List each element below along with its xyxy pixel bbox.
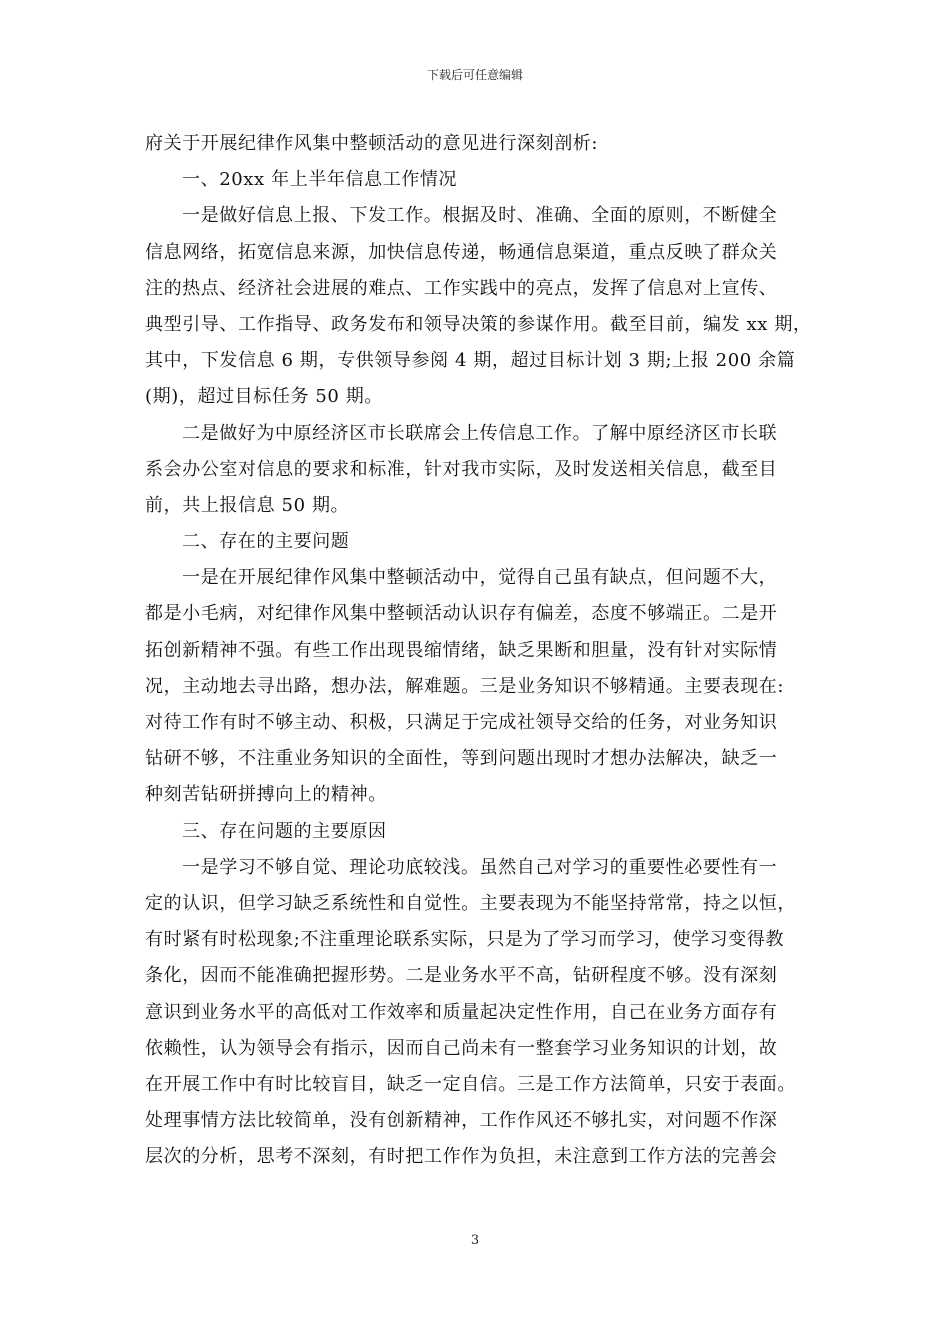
- text-line: 系会办公室对信息的要求和标准，针对我市实际，及时发送相关信息，截至目: [145, 458, 778, 480]
- text-line: 有时紧有时松现象;不注重理论联系实际，只是为了学习而学习，使学习变得教: [145, 929, 785, 951]
- text-line: 三、存在问题的主要原因: [182, 820, 387, 842]
- text-line: 其中，下发信息 6 期，专供领导参阅 4 期，超过目标计划 3 期;上报 200 余篇: [145, 350, 796, 372]
- text-line: 前，共上报信息 50 期。: [145, 494, 350, 516]
- text-line: 依赖性，认为领导会有指示，因而自己尚未有一整套学习业务知识的计划，故: [145, 1037, 778, 1059]
- text-line: 处理事情方法比较简单，没有创新精神，工作作风还不够扎实，对问题不作深: [145, 1110, 778, 1132]
- text-line: 信息网络，拓宽信息来源，加快信息传递，畅通信息渠道，重点反映了群众关: [145, 241, 778, 263]
- text-line: 钻研不够，不注重业务知识的全面性，等到问题出现时才想办法解决，缺乏一: [145, 748, 778, 770]
- text-line: 层次的分析，思考不深刻，有时把工作作为负担，未注意到工作方法的完善会: [145, 1146, 778, 1168]
- text-line: 况，主动地去寻出路，想办法，解难题。三是业务知识不够精通。主要表现在:: [145, 675, 785, 697]
- text-line: (期)，超过目标任务 50 期。: [145, 386, 383, 408]
- text-line: 二、存在的主要问题: [182, 531, 350, 553]
- text-line: 一是做好信息上报、下发工作。根据及时、准确、全面的原则，不断健全: [182, 205, 778, 227]
- text-line: 条化，因而不能准确把握形势。二是业务水平不高，钻研程度不够。没有深刻: [145, 965, 778, 987]
- text-line: 意识到业务水平的高低对工作效率和质量起决定性作用，自己在业务方面存有: [145, 1001, 778, 1023]
- text-line: 府关于开展纪律作风集中整顿活动的意见进行深刻剖析:: [145, 133, 599, 154]
- text-line: 一是在开展纪律作风集中整顿活动中，觉得自己虽有缺点，但问题不大，: [182, 567, 778, 589]
- document-body: [145, 126, 812, 1175]
- text-line: 种刻苦钻研拼搏向上的精神。: [145, 784, 387, 806]
- text-line: 注的热点、经济社会进展的难点、工作实践中的亮点，发挥了信息对上宣传、: [145, 277, 778, 299]
- text-line: 拓创新精神不强。有些工作出现畏缩情绪，缺乏果断和胆量，没有针对实际情: [145, 639, 778, 661]
- text-line: 一、20xx 年上半年信息工作情况: [182, 169, 458, 191]
- page-header: 下载后可任意编辑: [426, 68, 523, 82]
- page-number: 3: [470, 1233, 480, 1248]
- text-line: 在开展工作中有时比较盲目，缺乏一定自信。三是工作方法简单，只安于表面。: [145, 1073, 796, 1095]
- text-line: 对待工作有时不够主动、积极，只满足于完成社领导交给的任务，对业务知识: [145, 712, 778, 733]
- text-line: 二是做好为中原经济区市长联席会上传信息工作。了解中原经济区市长联: [182, 422, 778, 444]
- text-line: 都是小毛病，对纪律作风集中整顿活动认识存有偏差，态度不够端正。二是开: [145, 603, 778, 625]
- text-line: 定的认识，但学习缺乏系统性和自觉性。主要表现为不能坚持常常，持之以恒，: [145, 892, 796, 914]
- text-line: 一是学习不够自觉、理论功底较浅。虽然自己对学习的重要性必要性有一: [182, 856, 778, 878]
- text-line: 典型引导、工作指导、政务发布和领导决策的参谋作用。截至目前，编发 xx 期，: [145, 313, 812, 335]
